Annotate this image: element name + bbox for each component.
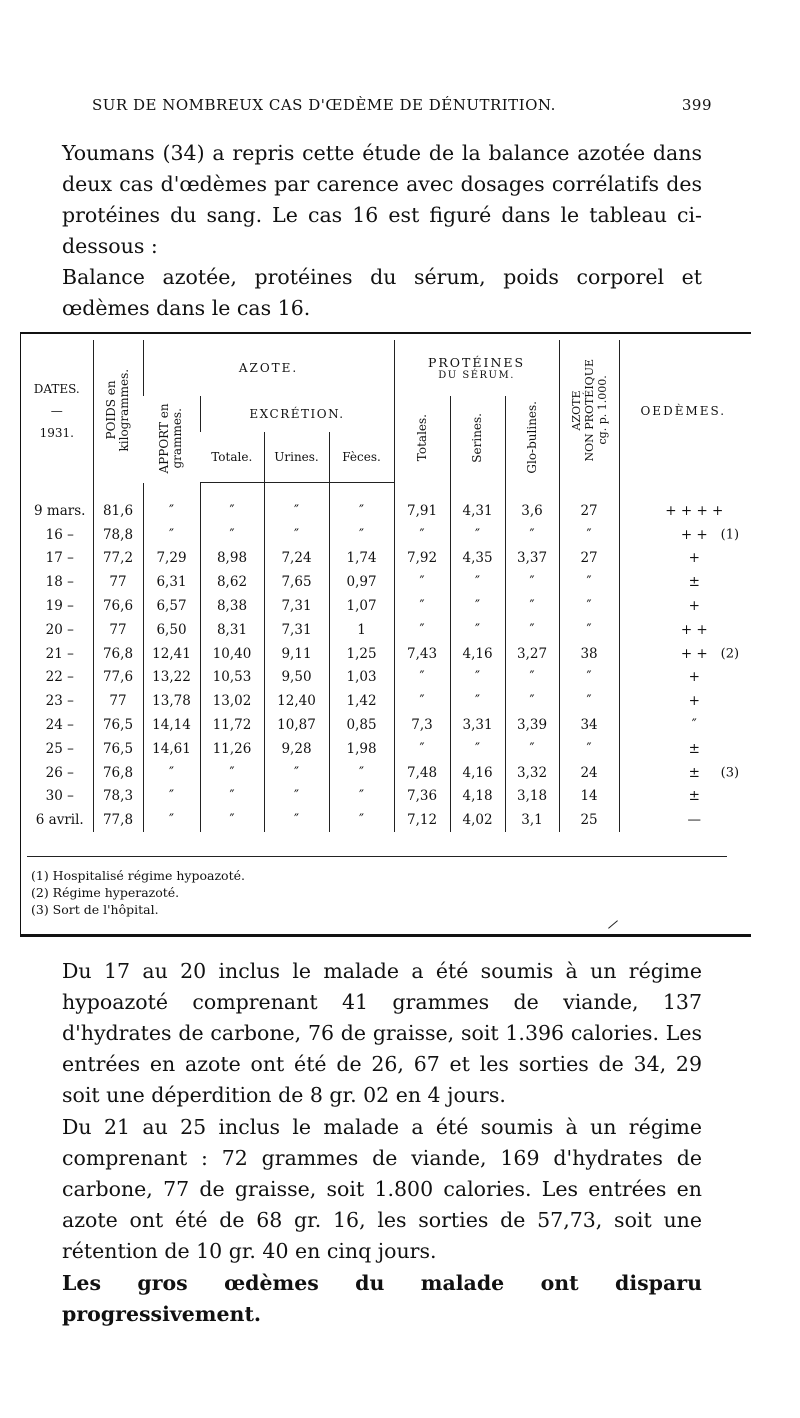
cell-totale: 10,53 [200,666,264,690]
cell-apport: 13,22 [143,666,200,690]
cell-oedemes [619,594,747,618]
header-dates: DATES. — 1931. [33,382,80,441]
cell-serines: 3,31 [450,713,505,737]
table-row [21,570,747,594]
cell-globulines: ″ [505,689,559,713]
cell-date: 30 – [45,788,74,805]
cell-feces: 1,03 [329,666,394,690]
header-totale: Totale. [200,432,264,483]
cell-globulines: 3,32 [505,761,559,785]
cell-totale: 8,98 [200,547,264,571]
cell-serines: 4,35 [450,547,505,571]
cell-date: 26 – [45,764,74,781]
cell-date: 16 – [45,526,74,543]
header-oedemes: OEDÈMES. [619,340,747,483]
cell-date: 23 – [45,693,74,710]
footnote-ref: (2) [720,646,740,662]
cell-serines: ″ [450,689,505,713]
cell-serines: ″ [450,737,505,761]
cell-azote-np: ″ [559,666,619,690]
cell-date: 22 – [45,669,74,686]
cell-serines: 4,31 [450,483,505,523]
table-row [21,642,747,666]
cell-feces: 1,42 [329,689,394,713]
cell-apport: 6,50 [143,618,200,642]
cell-date: 19 – [45,598,74,615]
cell-serines: 4,02 [450,808,505,832]
cell-urines: 12,40 [264,689,329,713]
table-row [21,483,747,523]
cell-oedemes [619,666,747,690]
cell-totales: ″ [394,523,450,547]
cell-urines: 7,65 [264,570,329,594]
paragraph-regime-hyperazote: Du 21 au 25 inclus le malade a été soumis à un régime comprenant : 72 grammes de viande, 169 d'hydrates de carbone, 77 de graisse, soit 1.800 calories. Les entrées en azote ont été de 68 gr. 16, les sorties de 57,73, soit une rétention de 10 gr. 40 en cinq jours. [62,1115,702,1263]
header-proteines: PROTÉINES DU SÉRUM. [394,340,559,396]
cell-apport: 12,41 [143,642,200,666]
cell-totale: 8,31 [200,618,264,642]
cell-feces: 1,07 [329,594,394,618]
cell-totales: ″ [394,666,450,690]
cell-apport: 14,14 [143,713,200,737]
header-serines: Serines. [450,396,505,483]
oedeme-level: + + + + [665,502,724,519]
cell-poids: 76,6 [93,594,143,618]
cell-azote-np: 34 [559,713,619,737]
oedeme-level: + [688,669,700,686]
cell-feces: ″ [329,523,394,547]
footnote-3: (3) Sort de l'hôpital. [31,902,159,917]
cell-globulines: 3,18 [505,785,559,809]
cell-azote-np: 27 [559,547,619,571]
cell-apport: 14,61 [143,737,200,761]
table-row [21,785,747,809]
cell-poids: 81,6 [93,483,143,523]
cell-date: 6 avril. [35,812,84,829]
cell-totales: 7,92 [394,547,450,571]
cell-oedemes [619,547,747,571]
cell-apport: 6,31 [143,570,200,594]
cell-poids: 76,8 [93,761,143,785]
cell-serines: 4,18 [450,785,505,809]
cell-poids: 77,6 [93,666,143,690]
header-azote-non-proteique: AZOTE NON PROTÉIQUE cg. p. 1.000. [559,340,619,483]
pen-mark [608,920,618,928]
cell-totales: ″ [394,594,450,618]
cell-apport: ″ [143,761,200,785]
table-row [21,523,747,547]
cell-azote-np: 24 [559,761,619,785]
cell-poids: 78,8 [93,523,143,547]
cell-feces: 1,98 [329,737,394,761]
oedeme-level: + [688,550,700,567]
cell-azote-np: ″ [559,689,619,713]
nitrogen-balance-table-frame [20,332,751,937]
header-apport: APPORT en grammes. [157,402,185,473]
cell-totales: 7,91 [394,483,450,523]
page-number: 399 [681,96,712,114]
cell-feces: 1,25 [329,642,394,666]
cell-poids: 78,3 [93,785,143,809]
cell-urines: ″ [264,523,329,547]
nitrogen-balance-table [21,340,747,832]
cell-azote-np: 38 [559,642,619,666]
header-urines: Urines. [264,432,329,483]
table-caption: Balance azotée, protéines du sérum, poids corporel et œdèmes dans le cas 16. [62,265,702,320]
paragraph-conclusion: Les gros œdèmes du malade ont disparu progressivement. [62,1271,702,1326]
cell-urines: 7,31 [264,618,329,642]
cell-feces: 1,74 [329,547,394,571]
cell-oedemes [619,570,747,594]
table-row [21,618,747,642]
footnote-2: (2) Régime hyperazoté. [31,885,180,900]
cell-globulines: 3,1 [505,808,559,832]
cell-feces: 0,97 [329,570,394,594]
oedeme-level: ± [688,574,700,591]
oedeme-level: + + [680,621,708,638]
cell-oedemes [619,523,747,547]
cell-date: 9 mars. [34,502,86,519]
cell-urines: ″ [264,761,329,785]
cell-globulines: ″ [505,523,559,547]
cell-poids: 76,5 [93,713,143,737]
oedeme-level: + + [680,526,708,543]
cell-date: 20 – [45,621,74,638]
cell-globulines: ″ [505,594,559,618]
paragraph-regime-hypoazote: Du 17 au 20 inclus le malade a été soumis à un régime hypoazoté comprenant 41 grammes de viande, 137 d'hydrates de carbone, 76 de graisse, soit 1.396 calories. Les entrées en azote ont été de 26, 67 et les sorties de 34, 29 soit une déperdition de 8 gr. 02 en 4 jours. [62,959,702,1107]
cell-oedemes [619,785,747,809]
cell-totale: ″ [200,523,264,547]
cell-oedemes [619,483,747,523]
oedeme-level: ± [688,740,700,757]
cell-totales: 7,48 [394,761,450,785]
cell-feces: 1 [329,618,394,642]
cell-globulines: 3,27 [505,642,559,666]
cell-totale: ″ [200,785,264,809]
cell-date: 24 – [45,717,74,734]
cell-oedemes [619,761,747,785]
cell-apport: 13,78 [143,689,200,713]
cell-date: 18 – [45,574,74,591]
cell-totale: ″ [200,808,264,832]
header-totales: Totales. [394,396,450,483]
cell-totales: 7,36 [394,785,450,809]
table-row [21,713,747,737]
cell-oedemes [619,689,747,713]
cell-date: 17 – [45,550,74,567]
table-row [21,689,747,713]
cell-globulines: ″ [505,618,559,642]
cell-feces: ″ [329,483,394,523]
cell-urines: 9,28 [264,737,329,761]
cell-oedemes [619,642,747,666]
oedeme-level: + [688,693,700,710]
cell-azote-np: ″ [559,618,619,642]
cell-serines: ″ [450,570,505,594]
table-row [21,737,747,761]
cell-urines: ″ [264,808,329,832]
cell-apport: 7,29 [143,547,200,571]
cell-totales: ″ [394,570,450,594]
paragraph-intro: Youmans (34) a repris cette étude de la balance azotée dans deux cas d'œdèmes par carence avec dosages corrélatifs des protéines du sang. Le cas 16 est figuré dans le tableau ci-dessous : [62,141,702,258]
table-body [21,483,747,833]
oedeme-level: — [687,812,702,829]
cell-oedemes [619,737,747,761]
cell-date: 25 – [45,740,74,757]
cell-urines: ″ [264,483,329,523]
cell-globulines: 3,39 [505,713,559,737]
cell-globulines: ″ [505,666,559,690]
cell-poids: 77,2 [93,547,143,571]
cell-totale: ″ [200,483,264,523]
oedeme-level: ± [688,788,700,805]
cell-totales: ″ [394,737,450,761]
cell-serines: 4,16 [450,761,505,785]
cell-feces: 0,85 [329,713,394,737]
cell-urines: 7,24 [264,547,329,571]
cell-serines: ″ [450,523,505,547]
table-footnotes [27,856,727,918]
cell-azote-np: ″ [559,594,619,618]
cell-oedemes [619,808,747,832]
cell-urines: 10,87 [264,713,329,737]
cell-totale: ″ [200,761,264,785]
cell-apport: ″ [143,483,200,523]
cell-globulines: ″ [505,570,559,594]
cell-poids: 77 [93,618,143,642]
table-row [21,666,747,690]
cell-poids: 76,8 [93,642,143,666]
cell-totales: 7,3 [394,713,450,737]
cell-apport: ″ [143,808,200,832]
cell-totales: 7,12 [394,808,450,832]
cell-urines: 9,50 [264,666,329,690]
footnote-1: (1) Hospitalisé régime hypoazoté. [31,868,245,883]
cell-totales: ″ [394,689,450,713]
header-azote: AZOTE. [143,340,394,396]
cell-date: 21 – [45,645,74,662]
cell-apport: ″ [143,523,200,547]
cell-totale: 13,02 [200,689,264,713]
cell-totales: 7,43 [394,642,450,666]
running-head-title: SUR DE NOMBREUX CAS D'ŒDÈME DE DÉNUTRITION. [92,96,556,114]
table-row [21,761,747,785]
cell-serines: ″ [450,618,505,642]
cell-urines: 9,11 [264,642,329,666]
cell-feces: ″ [329,761,394,785]
cell-poids: 77 [93,689,143,713]
cell-totale: 11,26 [200,737,264,761]
cell-azote-np: ″ [559,737,619,761]
cell-urines: 7,31 [264,594,329,618]
footnote-ref: (1) [720,527,740,543]
cell-globulines: 3,6 [505,483,559,523]
cell-apport: ″ [143,785,200,809]
oedeme-level: ± [688,764,700,781]
cell-serines: 4,16 [450,642,505,666]
cell-oedemes [619,618,747,642]
cell-globulines: 3,37 [505,547,559,571]
cell-globulines: ″ [505,737,559,761]
cell-azote-np: 27 [559,483,619,523]
oedeme-level: + [688,598,700,615]
cell-apport: 6,57 [143,594,200,618]
cell-oedemes [619,713,747,737]
cell-feces: ″ [329,785,394,809]
cell-serines: ″ [450,594,505,618]
cell-azote-np: ″ [559,523,619,547]
cell-poids: 77,8 [93,808,143,832]
oedeme-level: ″ [691,717,697,734]
table-row [21,594,747,618]
oedeme-level: + + [680,645,708,662]
cell-totale: 10,40 [200,642,264,666]
header-excretion: EXCRÉTION. [200,396,394,432]
cell-serines: ″ [450,666,505,690]
cell-urines: ″ [264,785,329,809]
header-globulines: Glo-bulines. [505,396,559,483]
cell-azote-np: 14 [559,785,619,809]
cell-azote-np: 25 [559,808,619,832]
table-row [21,808,747,832]
table-row [21,547,747,571]
cell-poids: 76,5 [93,737,143,761]
cell-totale: 11,72 [200,713,264,737]
footnote-ref: (3) [720,765,740,781]
header-feces: Fèces. [329,432,394,483]
cell-azote-np: ″ [559,570,619,594]
cell-totale: 8,62 [200,570,264,594]
cell-totales: ″ [394,618,450,642]
running-head [92,96,712,114]
cell-totale: 8,38 [200,594,264,618]
cell-feces: ″ [329,808,394,832]
cell-poids: 77 [93,570,143,594]
header-poids: POIDS en kilogrammes. [93,340,143,483]
